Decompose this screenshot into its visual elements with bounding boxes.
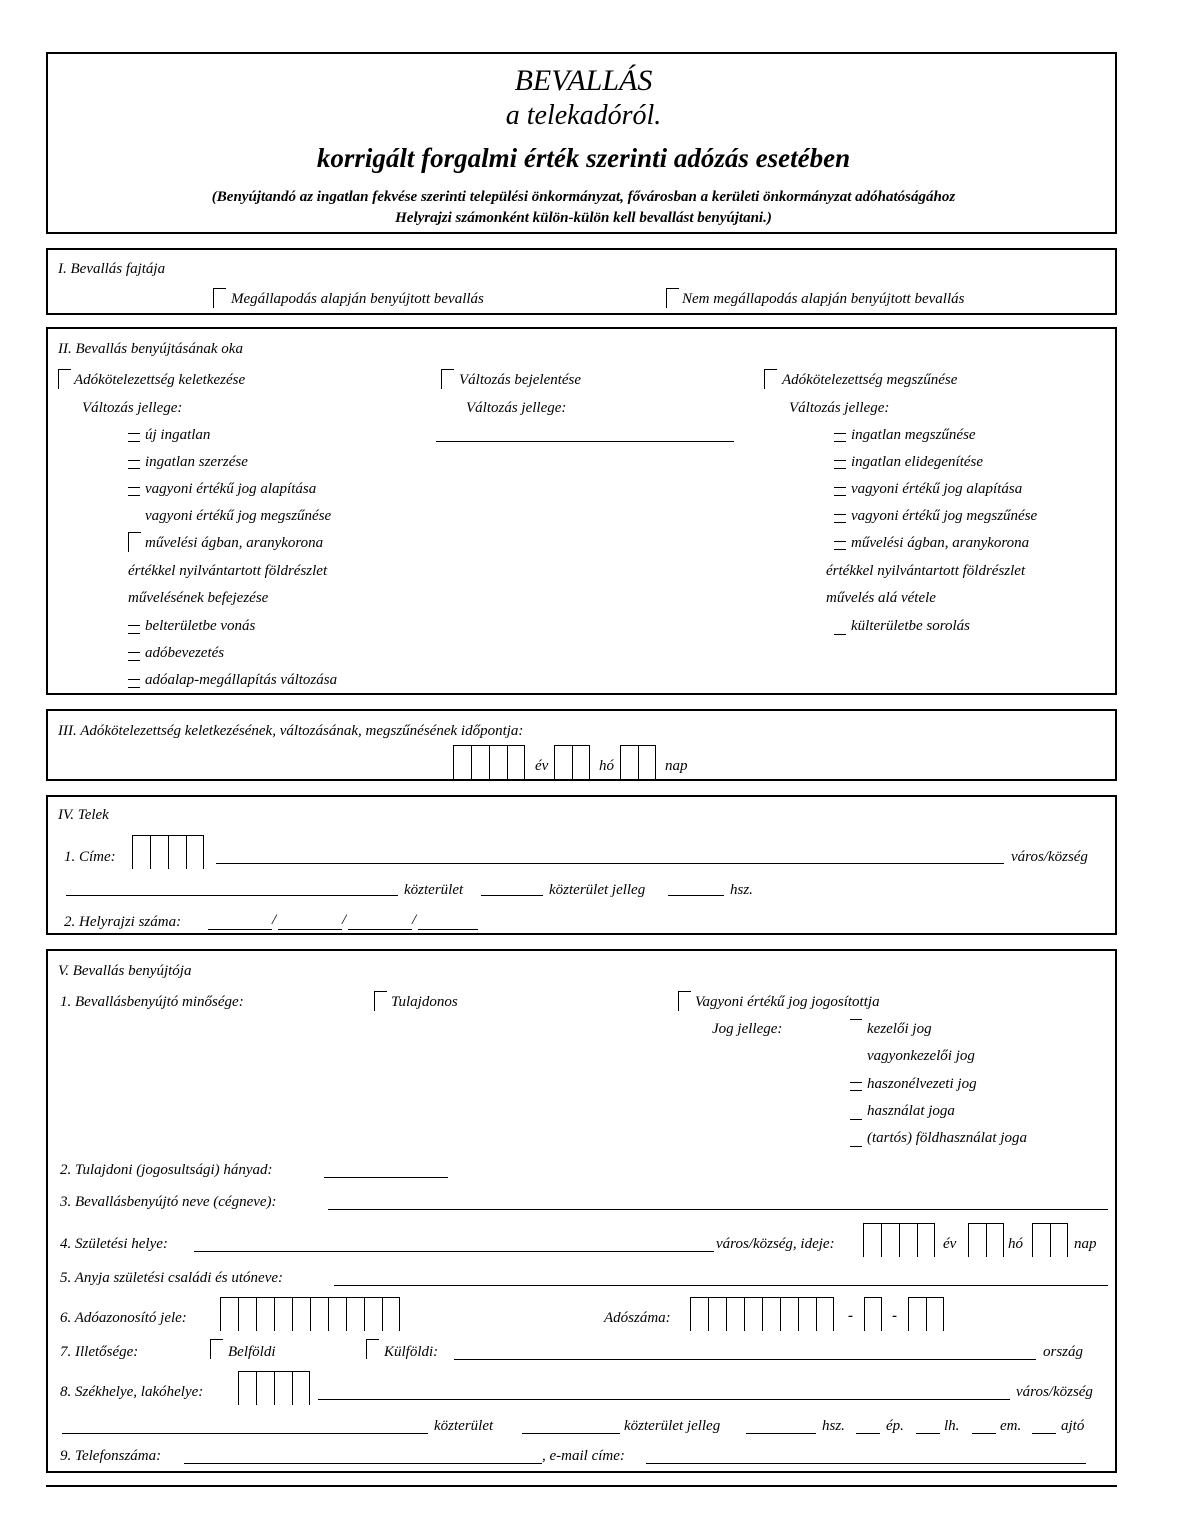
label-hanyad: 2. Tulajdoni (jogosultsági) hányad: [60, 1162, 273, 1178]
checkbox-foldhasznalat[interactable] [850, 1146, 862, 1147]
label-orszag: ország [1043, 1344, 1084, 1360]
adoszam-boxes-2[interactable] [864, 1297, 882, 1331]
helyrajzi-part3[interactable] [348, 929, 412, 930]
col3-item: értékkel nyilvántartott földrészlet [826, 563, 1026, 579]
label-szekhely-kozterulet-jelleg: közterület jelleg [624, 1418, 721, 1434]
form-bold-title: korrigált forgalmi érték szerinti adózás esetében [316, 143, 851, 173]
telek-hsz-line[interactable] [668, 895, 724, 896]
label-adoszama: Adószáma: [604, 1310, 671, 1326]
form-title: BEVALLÁS [514, 64, 653, 97]
label-nem-megallapodas: Nem megállapodás alapján benyújtott bevallás [682, 291, 965, 307]
checkbox-jog-alapitasa[interactable] [128, 487, 140, 496]
col3-item: művelés alá vétele [826, 590, 936, 606]
section-1 [46, 248, 1117, 315]
col1-jellege: Változás jellege: [82, 400, 183, 416]
label-helyrajzi: 2. Helyrajzi száma: [64, 914, 182, 930]
szekhely-line[interactable] [318, 1399, 1010, 1400]
helyrajzi-part2[interactable] [278, 929, 342, 930]
col1-item: adóalap-megállapítás változása [145, 672, 338, 688]
szuletes-month-boxes[interactable] [968, 1223, 1004, 1257]
helyrajzi-part4[interactable] [418, 929, 478, 930]
checkbox-col3-jog-alapitasa[interactable] [834, 487, 846, 496]
checkbox-kotelezettseg-keletkezese[interactable] [58, 369, 71, 389]
checkbox-muvelesi-agban[interactable] [128, 532, 141, 552]
checkbox-hasznalat-joga[interactable] [850, 1119, 862, 1120]
section-1-title: I. Bevallás fajtája [58, 261, 166, 277]
section-4-title: IV. Telek [58, 807, 109, 823]
label-kozterulet: közterület [404, 882, 464, 898]
szuletes-year-boxes[interactable] [863, 1223, 935, 1257]
col1-item: művelési ágban, aranykorona [145, 535, 324, 551]
label-telefon: 9. Telefonszáma: [60, 1448, 162, 1464]
label-adoazonosito: 6. Adóazonosító jele: [60, 1310, 187, 1326]
label-jog-jellege: Jog jellege: [712, 1021, 783, 1037]
label-ho: hó [599, 758, 614, 774]
adoszam-dash: - [892, 1308, 897, 1324]
label-ajto: ajtó [1061, 1418, 1085, 1434]
label-cime: 1. Címe: [64, 849, 116, 865]
telefon-line[interactable] [184, 1463, 542, 1464]
label-kulfoldi: Külföldi: [384, 1344, 439, 1360]
checkbox-kulfoldi[interactable] [366, 1339, 379, 1359]
ep-line[interactable] [856, 1433, 880, 1434]
label-ep: ép. [886, 1418, 904, 1434]
col1-item: értékkel nyilvántartott földrészlet [128, 563, 328, 579]
col1-item: ingatlan szerzése [145, 454, 248, 470]
telek-kozterulet-jelleg-line[interactable] [481, 895, 543, 896]
checkbox-adobevezetes[interactable] [128, 652, 140, 661]
label-megallapodas: Megállapodás alapján benyújtott bevallás [231, 291, 484, 307]
hanyad-line[interactable] [324, 1177, 448, 1178]
label-illetosege: 7. Illetősége: [60, 1344, 139, 1360]
adoszam-boxes-3[interactable] [908, 1297, 944, 1331]
szekhely-kozterulet-line[interactable] [62, 1433, 428, 1434]
em-line[interactable] [972, 1433, 996, 1434]
label-varos-ideje: város/község, ideje: [716, 1236, 835, 1252]
bottom-rule [46, 1485, 1117, 1487]
col1-item: belterületbe vonás [145, 618, 256, 634]
telek-iranyitoszam-boxes[interactable] [132, 835, 204, 869]
email-line[interactable] [646, 1463, 1086, 1464]
col3-jellege: Változás jellege: [789, 400, 890, 416]
header-box [46, 52, 1117, 234]
szuletesi-helye-line[interactable] [194, 1251, 714, 1252]
jog-item: (tartós) földhasználat joga [867, 1130, 1028, 1146]
ajto-line[interactable] [1032, 1433, 1056, 1434]
telek-cime-line[interactable] [216, 863, 1004, 864]
adoazonosito-boxes[interactable] [220, 1297, 400, 1331]
section-5-title: V. Bevallás benyújtója [58, 963, 192, 979]
label-szekhely-varos: város/község [1016, 1384, 1093, 1400]
label-szekhely-hsz: hsz. [822, 1418, 845, 1434]
jog-item: kezelői jog [867, 1021, 932, 1037]
lh-line[interactable] [916, 1433, 940, 1434]
checkbox-vagyoni-jog[interactable] [678, 991, 691, 1011]
section-5 [46, 949, 1117, 1473]
col3-item: külterületbe sorolás [851, 618, 971, 634]
date-day-boxes[interactable] [620, 745, 656, 779]
checkbox-nem-megallapodas[interactable] [666, 288, 679, 308]
col3-item: művelési ágban, aranykorona [851, 535, 1030, 551]
section-4 [46, 795, 1117, 935]
col3-item: vagyoni értékű jog alapítása [851, 481, 1023, 497]
col3-item: vagyoni értékű jog megszűnése [851, 508, 1038, 524]
adoszam-dash: - [848, 1308, 853, 1324]
label-email: , e-mail címe: [542, 1448, 625, 1464]
checkbox-haszonelvezeti[interactable] [850, 1082, 862, 1091]
szekhely-hsz-line[interactable] [746, 1433, 816, 1434]
label-minosege: 1. Bevallásbenyújtó minősége: [60, 994, 244, 1010]
checkbox-kotelezettseg-megszunese[interactable] [764, 369, 777, 389]
col2-jellege: Változás jellege: [466, 400, 567, 416]
checkbox-col3-muvelesi[interactable] [834, 541, 846, 550]
label-lh: lh. [944, 1418, 960, 1434]
szekhely-kozterulet-jelleg-line[interactable] [522, 1433, 620, 1434]
section-2-title: II. Bevallás benyújtásának oka [58, 341, 243, 357]
form-note-line2: Helyrajzi számonként külön-külön kell bevallást benyújtani.) [395, 210, 772, 226]
col3-item: ingatlan elidegenítése [851, 454, 984, 470]
col3-head: Adókötelezettség megszűnése [782, 372, 958, 388]
section-3 [46, 709, 1117, 781]
checkbox-ingatlan-megszunese[interactable] [834, 433, 846, 442]
szuletes-day-boxes[interactable] [1032, 1223, 1068, 1257]
label-szekhely-kozterulet: közterület [434, 1418, 494, 1434]
label-ev: év [535, 758, 549, 774]
col1-item: vagyoni értékű jog alapítása [145, 481, 317, 497]
checkbox-belteruletbe[interactable] [128, 625, 140, 634]
checkbox-megallapodas[interactable] [213, 288, 226, 308]
checkbox-col3-jog-megszunese[interactable] [834, 514, 846, 523]
label-szul-ho: hó [1008, 1236, 1023, 1252]
label-vagyoni-jog: Vagyoni értékű jog jogosítottja [695, 994, 880, 1010]
label-nap: nap [665, 758, 688, 774]
jog-item: használat joga [867, 1103, 955, 1119]
checkbox-ingatlan-szerzese[interactable] [128, 460, 140, 469]
col2-head: Változás bejelentése [459, 372, 582, 388]
date-year-boxes[interactable] [453, 745, 525, 779]
label-neve: 3. Bevallásbenyújtó neve (cégneve): [60, 1194, 277, 1210]
anyja-line[interactable] [334, 1285, 1108, 1286]
checkbox-kezeloi-jog[interactable] [850, 1019, 862, 1020]
jog-item: haszonélvezeti jog [867, 1076, 977, 1092]
szekhely-iranyitoszam-boxes[interactable] [238, 1371, 310, 1405]
helyrajzi-sep: / [272, 912, 277, 928]
helyrajzi-part1[interactable] [208, 929, 272, 930]
col3-item: ingatlan megszűnése [851, 427, 976, 443]
label-hsz: hsz. [730, 882, 753, 898]
label-szekhelye: 8. Székhelye, lakóhelye: [60, 1384, 204, 1400]
date-month-boxes[interactable] [554, 745, 590, 779]
label-szul-nap: nap [1074, 1236, 1097, 1252]
label-anyja: 5. Anyja születési családi és utóneve: [60, 1270, 284, 1286]
section-3-title: III. Adókötelezettség keletkezésének, változásának, megszűnésének időpontja: [58, 723, 524, 739]
helyrajzi-sep: / [342, 912, 347, 928]
label-varos: város/község [1011, 849, 1088, 865]
label-tulajdonos: Tulajdonos [391, 994, 458, 1010]
jog-item: vagyonkezelői jog [867, 1048, 975, 1064]
label-kozterulet-jelleg: közterület jelleg [549, 882, 646, 898]
checkbox-ingatlan-elidegenitese[interactable] [834, 460, 846, 469]
checkbox-adoalap[interactable] [128, 679, 140, 688]
form-subtitle: a telekadóról. [505, 100, 662, 131]
checkbox-uj-ingatlan[interactable] [128, 433, 140, 442]
col1-head: Adókötelezettség keletkezése [74, 372, 246, 388]
form-note-line1: (Benyújtandó az ingatlan fekvése szerinti települési önkormányzat, fővárosban a kerületi önkormányzat adóhatóságához [211, 189, 956, 205]
label-belfoldi: Belföldi [228, 1344, 276, 1360]
checkbox-belfoldi[interactable] [210, 1339, 223, 1359]
label-em: em. [1000, 1418, 1022, 1434]
checkbox-kulteruletbe[interactable] [834, 634, 846, 635]
telek-kozterulet-line[interactable] [66, 895, 398, 896]
col1-item: új ingatlan [145, 427, 211, 443]
checkbox-valtozas-bejelentese[interactable] [441, 369, 454, 389]
col1-item: művelésének befejezése [128, 590, 269, 606]
kulfoldi-line[interactable] [454, 1359, 1036, 1360]
checkbox-tulajdonos[interactable] [374, 991, 387, 1011]
neve-line[interactable] [328, 1209, 1108, 1210]
col1-item: vagyoni értékű jog megszűnése [145, 508, 332, 524]
adoszam-boxes-1[interactable] [690, 1297, 834, 1331]
label-szuletesi-helye: 4. Születési helye: [60, 1236, 168, 1252]
col2-valtozas-line[interactable] [436, 441, 734, 442]
col1-item: adóbevezetés [145, 645, 225, 661]
section-2 [46, 327, 1117, 695]
helyrajzi-sep: / [412, 912, 417, 928]
label-szul-ev: év [943, 1236, 957, 1252]
